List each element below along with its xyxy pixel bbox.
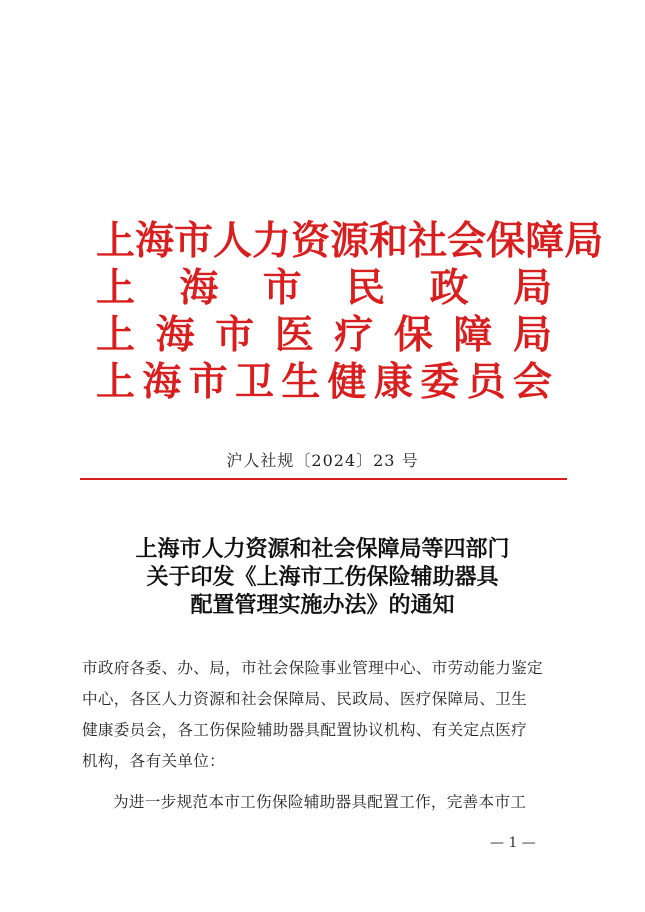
agency-char: 上 [96,218,136,264]
agency-line-4 [96,359,552,406]
agency-char: 局 [512,265,552,311]
addressee-block [82,653,567,777]
agency-char: 生 [281,359,321,405]
agency-char: 资 [291,218,331,264]
agency-char: 康 [373,359,413,405]
agency-char: 市 [188,359,228,405]
agency-char: 会 [447,218,487,264]
agency-char: 和 [369,218,409,264]
agency-char: 市 [174,218,214,264]
addressee-line-2: 中心，各区人力资源和社会保障局、民政局、医疗保障局、卫生 [82,690,528,708]
agency-line-2 [96,265,552,312]
agency-char: 上 [96,265,136,311]
agency-char: 民 [346,265,386,311]
agency-char: 海 [135,218,175,264]
page-number: — 1 — [490,835,536,851]
agency-char: 卫 [234,359,274,405]
agency-char: 障 [525,218,565,264]
agency-char: 委 [420,359,460,405]
agency-line-3 [96,312,552,359]
agency-char: 社 [408,218,448,264]
agency-char: 海 [142,359,182,405]
agency-char: 健 [327,359,367,405]
title-line-1: 上海市人力资源和社会保障局等四部门 [135,536,510,562]
agency-char: 上 [96,359,136,405]
body-paragraph: 为进一步规范本市工伤保险辅助器具配置工作，完善本市工 [113,793,527,811]
agency-char: 市 [262,265,302,311]
agency-char: 源 [330,218,370,264]
red-divider-line [80,478,567,480]
agency-char: 保 [486,218,526,264]
agency-char: 市 [215,312,255,358]
addressee-line-3: 健康委员会，各工伤保险辅助器具配置协议机构、有关定点医疗 [82,721,528,739]
issuing-agencies-header [96,218,604,406]
agency-char: 障 [453,312,493,358]
agency-char: 局 [512,312,552,358]
agency-char: 海 [155,312,195,358]
title-line-2: 关于印发《上海市工伤保险辅助器具 [146,564,499,590]
agency-char: 力 [252,218,292,264]
addressee-line-1: 市政府各委、办、局，市社会保险事业管理中心、市劳动能力鉴定 [82,659,543,677]
agency-line-1 [96,218,604,265]
notice-title [0,535,645,619]
agency-char: 海 [179,265,219,311]
title-line-3: 配置管理实施办法》的通知 [190,592,455,618]
agency-char: 会 [512,359,552,405]
agency-char: 疗 [334,312,374,358]
addressee-line-4: 机构，各有关单位： [82,752,226,770]
agency-char: 上 [96,312,136,358]
agency-char: 局 [564,218,604,264]
agency-char: 员 [466,359,506,405]
agency-char: 人 [213,218,253,264]
agency-char: 保 [393,312,433,358]
agency-char: 医 [274,312,314,358]
document-number: 沪人社规〔2024〕23 号 [226,451,419,470]
agency-char: 政 [429,265,469,311]
